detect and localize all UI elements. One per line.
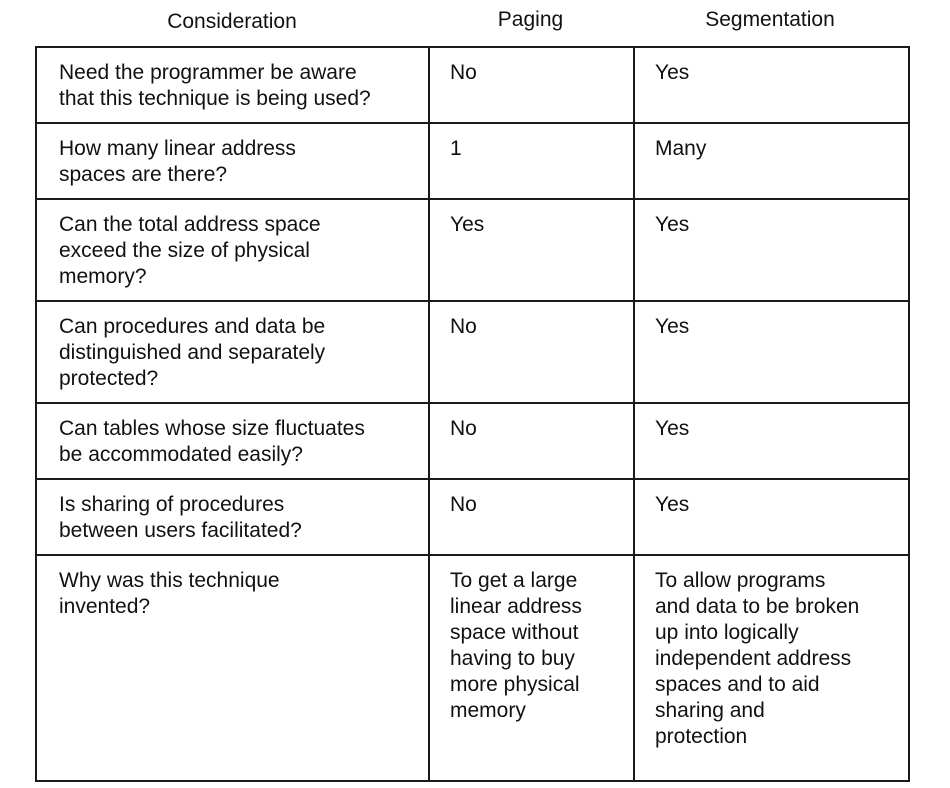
segmentation-cell: Yes <box>634 403 909 479</box>
segmentation-cell: Yes <box>634 479 909 555</box>
consideration-cell: How many linear address spaces are there? <box>36 123 429 199</box>
table-row <box>36 47 909 123</box>
column-header-segmentation: Segmentation <box>705 8 835 31</box>
consideration-cell: Need the programmer be aware that this technique is being used? <box>36 47 429 123</box>
paging-cell: 1 <box>429 123 634 199</box>
table-row <box>36 199 909 301</box>
paging-cell: No <box>429 47 634 123</box>
segmentation-cell: Many <box>634 123 909 199</box>
consideration-cell: Why was this technique invented? <box>36 555 429 781</box>
paging-cell: No <box>429 479 634 555</box>
segmentation-cell: Yes <box>634 301 909 403</box>
table-row <box>36 403 909 479</box>
table-row <box>36 555 909 781</box>
table-row <box>36 479 909 555</box>
table-row <box>36 123 909 199</box>
segmentation-cell: To allow programs and data to be broken up into logically independent address spaces and to aid sharing and protection <box>634 555 909 781</box>
consideration-cell: Can tables whose size fluctuates be accommodated easily? <box>36 403 429 479</box>
consideration-cell: Can procedures and data be distinguished and separately protected? <box>36 301 429 403</box>
consideration-cell: Is sharing of procedures between users facilitated? <box>36 479 429 555</box>
paging-cell: Yes <box>429 199 634 301</box>
paging-cell: No <box>429 403 634 479</box>
column-header-consideration: Consideration <box>167 10 297 33</box>
segmentation-cell: Yes <box>634 47 909 123</box>
paging-cell: To get a large linear address space without having to buy more physical memory <box>429 555 634 781</box>
paging-cell: No <box>429 301 634 403</box>
paging-vs-segmentation-table <box>35 46 910 782</box>
segmentation-cell: Yes <box>634 199 909 301</box>
table-row <box>36 301 909 403</box>
column-header-paging: Paging <box>497 8 564 31</box>
consideration-cell: Can the total address space exceed the size of physical memory? <box>36 199 429 301</box>
